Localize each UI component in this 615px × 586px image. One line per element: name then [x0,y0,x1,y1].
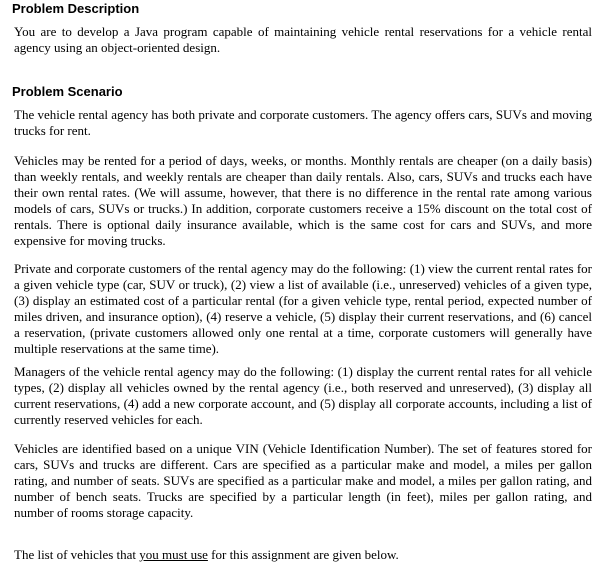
scenario-paragraph-4: Managers of the vehicle rental agency may do the following: (1) display the current rental rates for all vehicle types, (2) display all vehicles owned by the rental agency (i.e., both reserved and unreserved), (3) display all current reservations, (4) add a new corporate account, and (5) display all corporate accounts, including a list of currently reserved vehicles for each. [14,364,592,427]
scenario-paragraph-3: Private and corporate customers of the rental agency may do the following: (1) view the current rental rates for a given vehicle type (car, SUV or truck), (2) view a list of available (i.e., unreserved) vehicles of a given type, (3) display an estimated cost of a particular rental (for a given vehicle type, rental period, expected number of miles driven, and insurance option), (4) reserve a vehicle, (5) display their current reservations, and (6) cancel a reservation, (private customers allowed only one rental at a time, corporate customers will generally have multiple reservations at the same time). [14,261,592,356]
scenario-paragraph-1: The vehicle rental agency has both private and corporate customers. The agency offers cars, SUVs and moving trucks for rent. [14,107,592,138]
closing-text-before: The list of vehicles that [14,547,140,562]
closing-sentence [14,547,592,563]
scenario-paragraph-2: Vehicles may be rented for a period of days, weeks, or months. Monthly rentals are cheaper (on a daily basis) than weekly rentals, and weekly rentals are cheaper than daily rentals. Also, cars, SUVs and trucks each have their own rental rates. (We will assume, however, that there is no difference in the rental rate among various models of cars, SUVs or trucks.) In addition, corporate customers receive a 15% discount on the total cost of rentals. There is optional daily insurance available, which is the same cost for cars and SUVs, and more expensive for moving trucks. [14,153,592,248]
problem-description-text: You are to develop a Java program capable of maintaining vehicle rental reservations for a vehicle rental agency using an object-oriented design. [14,24,592,55]
problem-description-heading: Problem Description [12,1,140,16]
problem-scenario-heading: Problem Scenario [12,84,123,99]
scenario-paragraph-5: Vehicles are identified based on a unique VIN (Vehicle Identification Number). The set of features stored for cars, SUVs and trucks are different. Cars are specified as a particular make and model, a miles per gallon rating, and number of seats. SUVs are specified as a particular make and model, a miles per gallon rating, and number of bench seats. Trucks are specified by a particular length (in feet), miles per gallon rating, and number of rooms storage capacity. [14,441,592,520]
closing-text-after: for this assignment are given below. [207,547,399,562]
must-use-emphasis: you must use [139,547,208,562]
